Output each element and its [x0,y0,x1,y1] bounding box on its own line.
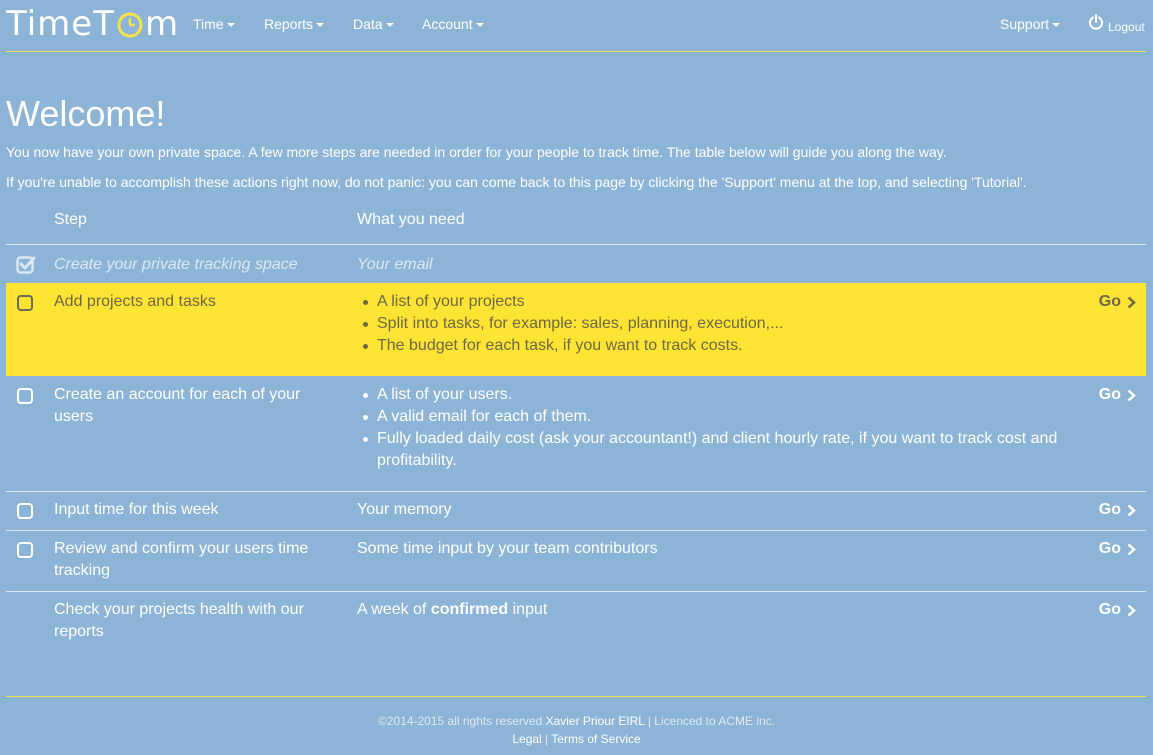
step-label: Create your private tracking space [54,256,298,273]
caret-down-icon [386,23,394,27]
need-item: A valid email for each of them. [357,406,1077,428]
nav-reports-menu[interactable] [264,16,324,32]
nav-data-menu[interactable] [353,16,394,32]
need-list [357,291,1077,357]
table-row-current [6,283,1146,376]
need-item: The budget for each task, if you want to track costs. [357,335,1077,357]
power-icon [1088,14,1104,31]
logout-label: Logout [1108,20,1145,34]
step-label: Create an account for each of your users [54,386,301,425]
chevron-right-icon [1127,389,1136,402]
go-label: Go [1098,601,1121,618]
need-label: Your email [357,256,433,273]
brand-name-left: TimeT [6,4,115,44]
table-row [6,531,1146,591]
go-label: Go [1098,540,1121,557]
copyright-text: ©2014-2015 all rights reserved [377,714,546,728]
navbar [0,0,1153,50]
licence-text: | Licenced to ACME inc. [644,714,776,728]
caret-down-icon [1052,23,1060,27]
terms-link[interactable]: Terms of Service [551,732,641,746]
brand-name-right: m [144,4,180,44]
checkbox-icon[interactable] [17,295,33,311]
footer-separator: | [541,732,552,746]
go-button[interactable] [1099,293,1136,311]
page-title: Welcome! [6,93,166,134]
step-label: Review and confirm your users time tracking [54,540,309,579]
go-button[interactable] [1099,386,1136,404]
legal-link[interactable]: Legal [512,732,542,746]
column-header-need: What you need [357,211,465,228]
chevron-right-icon [1127,296,1136,309]
nav-time-label: Time [193,16,224,32]
need-item: A list of your projects [357,291,1077,313]
nav-support-menu[interactable] [1000,16,1060,32]
need-suffix: input [508,601,548,618]
company-link[interactable]: Xavier Priour EIRL [545,714,645,728]
need-item: A list of your users. [357,384,1077,406]
need-bold: confirmed [430,601,509,618]
checked-checkbox-icon [16,255,36,274]
go-button[interactable] [1099,540,1136,558]
logout-button[interactable] [1088,14,1145,34]
footer-divider [6,696,1146,697]
checkbox-icon[interactable] [17,503,33,519]
go-button[interactable] [1099,601,1136,619]
column-header-step: Step [54,211,87,228]
intro-text-1: You now have your own private space. A few more steps are needed in order for your people to track time. The table below will guide you along the way. [6,144,947,160]
clock-icon [116,11,144,39]
step-label: Add projects and tasks [54,293,216,310]
need-item: Split into tasks, for example: sales, planning, execution,... [357,313,1077,335]
navbar-divider [6,51,1146,52]
caret-down-icon [227,23,235,27]
go-button[interactable] [1099,501,1136,519]
caret-down-icon [316,23,324,27]
intro-text-2: If you're unable to accomplish these actions right now, do not panic: you can come back to this page by clicking the 'Support' menu at the top, and selecting 'Tutorial'. [6,174,1027,190]
need-label [357,599,1077,621]
table-row [6,376,1146,491]
nav-account-menu[interactable] [422,16,484,32]
need-label: Your memory [357,501,452,518]
caret-down-icon [476,23,484,27]
footer-copyright [0,714,1153,728]
go-label: Go [1098,293,1121,310]
table-row [6,492,1146,530]
brand-logo[interactable] [6,4,179,44]
table-row [6,245,1146,283]
footer-links [0,732,1153,746]
table-row [6,592,1146,652]
checkbox-icon[interactable] [17,542,33,558]
chevron-right-icon [1127,504,1136,517]
chevron-right-icon [1127,604,1136,617]
checkbox-icon[interactable] [17,388,33,404]
need-list [357,384,1077,472]
nav-reports-label: Reports [264,16,314,32]
need-item: Fully loaded daily cost (ask your accountant!) and client hourly rate, if you want to track cost and profitability. [357,428,1077,472]
nav-support-label: Support [1000,16,1050,32]
go-label: Go [1098,386,1121,403]
step-label: Check your projects health with our reports [54,601,304,640]
nav-data-label: Data [353,16,383,32]
nav-time-menu[interactable] [193,16,235,32]
need-label: Some time input by your team contributors [357,540,658,557]
nav-account-label: Account [422,16,473,32]
need-prefix: A week of [357,601,431,618]
chevron-right-icon [1127,543,1136,556]
go-label: Go [1098,501,1121,518]
step-label: Input time for this week [54,501,219,518]
